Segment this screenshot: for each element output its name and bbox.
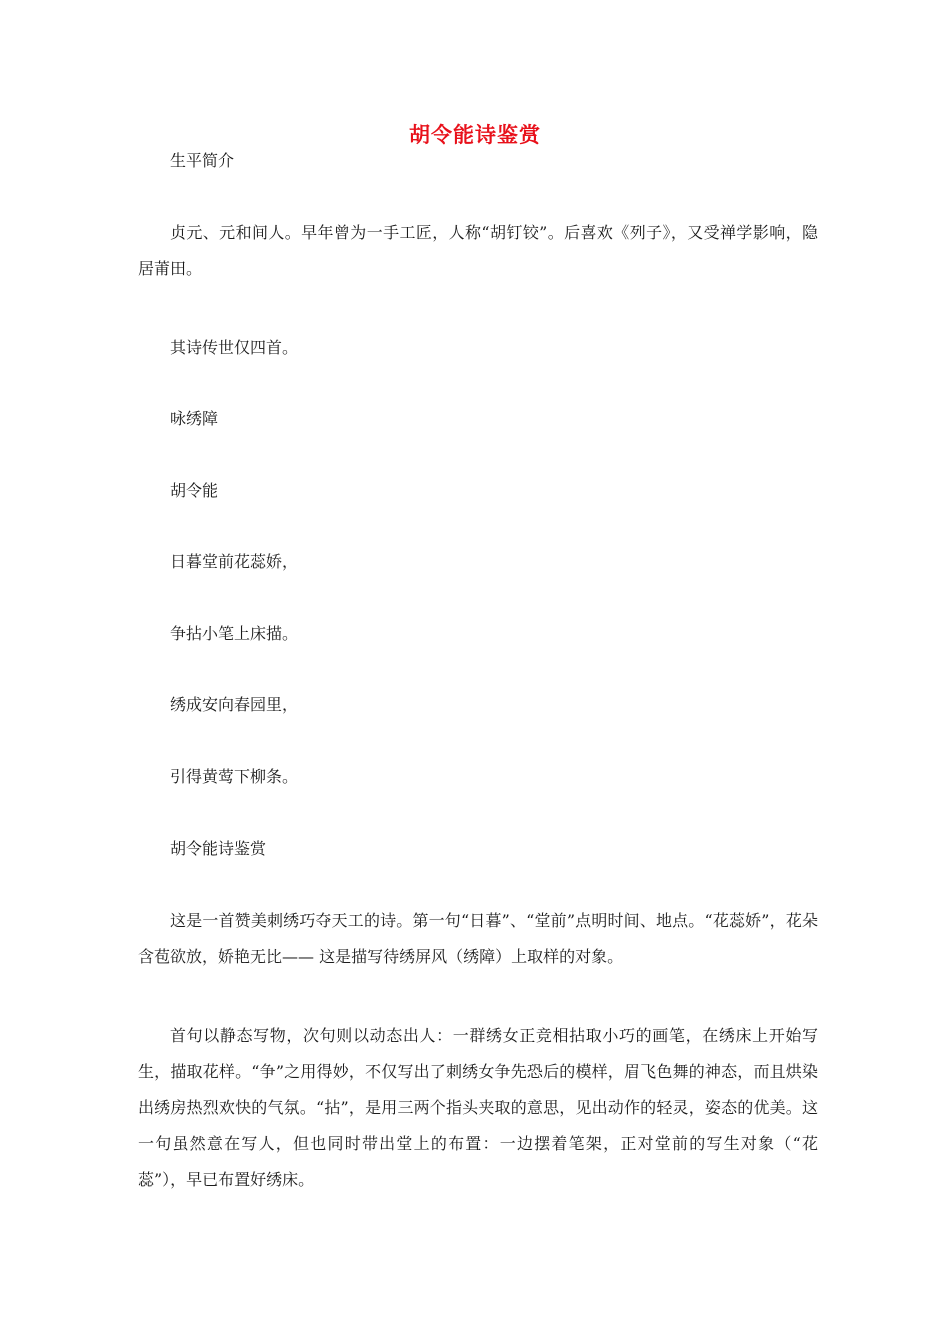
poem-author: 胡令能 [170,481,219,500]
poem-line-4: 引得黄莺下柳条。 [170,767,299,786]
document-title: 胡令能诗鉴赏 [409,122,541,147]
paragraph-appreciation-1: 这是一首赞美刺绣巧夺天工的诗。第一句“日暮”、“堂前”点明时间、地点。“花蕊娇”，花朵含苞欲放，娇艳无比—— 这是描写待绣屏风（绣障）上取样的对象。 [138,911,818,966]
section-heading-biography: 生平简介 [170,151,235,170]
poem-line-3: 绣成安向春园里， [170,695,299,714]
paragraph-biography: 贞元、元和间人。早年曾为一手工匠，人称“胡钉铰”。后喜欢《列子》，又受禅学影响，隐居莆田。 [138,223,818,278]
poem-title: 咏绣障 [170,409,219,428]
section-heading-appreciation: 胡令能诗鉴赏 [170,839,267,858]
poem-line-2: 争拈小笔上床描。 [170,624,299,643]
paragraph-poem-count: 其诗传世仅四首。 [170,338,299,357]
paragraph-appreciation-2: 首句以静态写物，次句则以动态出人：一群绣女正竞相拈取小巧的画笔，在绣床上开始写生，描取花样。“争”之用得妙，不仅写出了刺绣女争先恐后的模样，眉飞色舞的神态，而且烘染出绣房热烈欢快的气氛。“拈”，是用三两个指头夹取的意思，见出动作的轻灵，姿态的优美。这一句虽然意在写人，但也同时带出堂上的布置：一边摆着笔架，正对堂前的写生对象（“花蕊”），早已布置好绣床。 [138,1026,818,1189]
poem-line-1: 日暮堂前花蕊娇， [170,552,299,571]
